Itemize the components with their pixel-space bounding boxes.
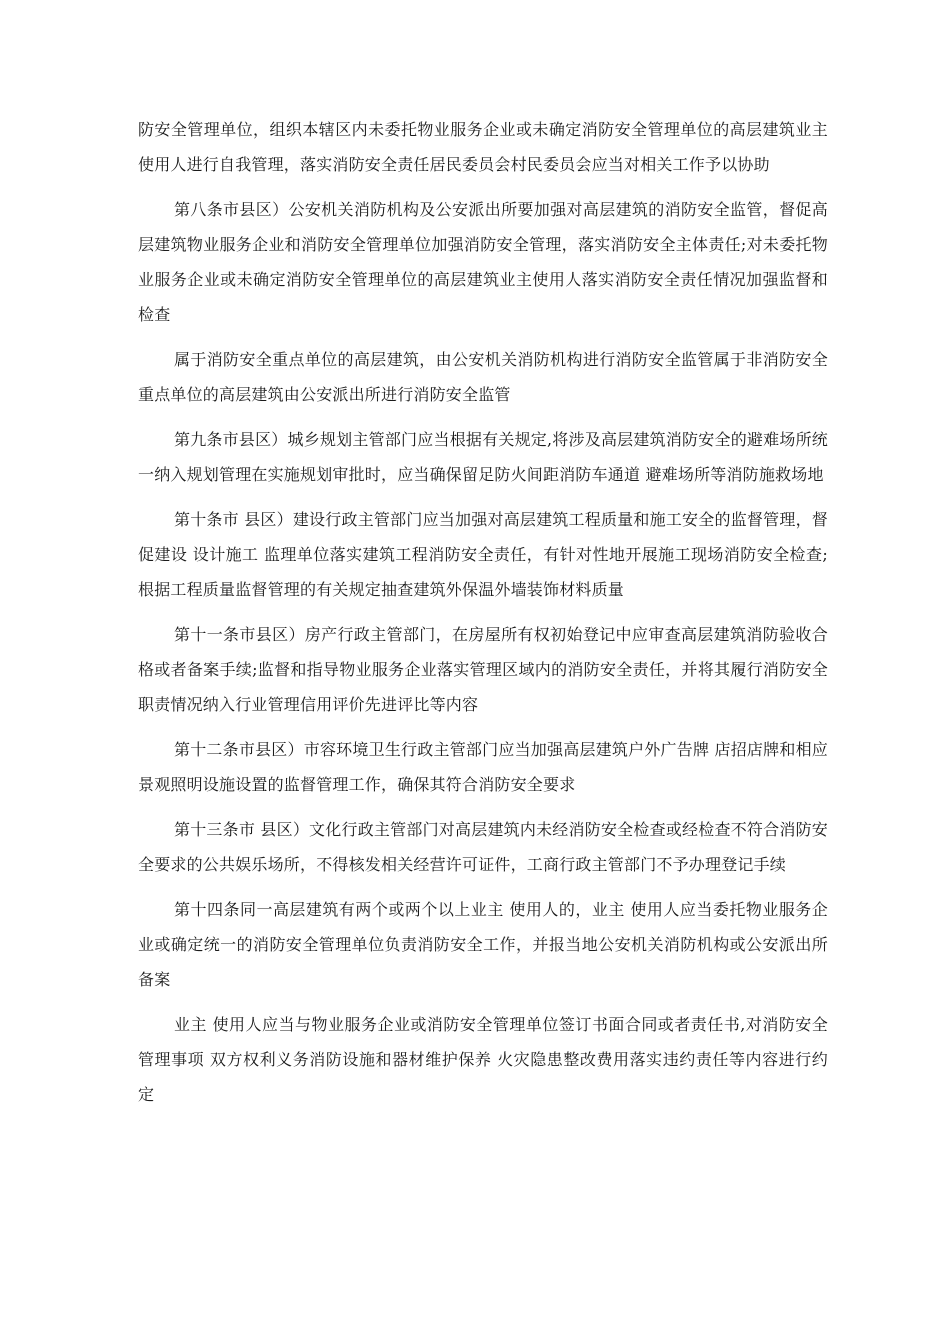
- paragraph-article-14-contract: 业主 使用人应当与物业服务企业或消防安全管理单位签订书面合同或者责任书,对消防安全管理事项 双方权利义务消防设施和器材维护保养 火灾隐患整改费用落实违约责任等内容进行约定: [138, 1015, 828, 1104]
- paragraph-article-14: 第十四条同一高层建筑有两个或两个以上业主 使用人的，业主 使用人应当委托物业服务企业或确定统一的消防安全管理单位负责消防安全工作，并报当地公安机关消防机构或公安派出所备案: [138, 900, 828, 989]
- document-body: [138, 112, 828, 1122]
- paragraph-article-11: 第十一条市县区）房产行政主管部门，在房屋所有权初始登记中应审查高层建筑消防验收合格或者备案手续;监督和指导物业服务企业落实管理区域内的消防安全责任，并将其履行消防安全职责情况纳入行业管理信用评价先进评比等内容: [138, 625, 828, 714]
- paragraph-article-8-supervision: 属于消防安全重点单位的高层建筑，由公安机关消防机构进行消防安全监管属于非消防安全重点单位的高层建筑由公安派出所进行消防安全监管: [138, 350, 828, 404]
- paragraph-article-9: 第九条市县区）城乡规划主管部门应当根据有关规定,将涉及高层建筑消防安全的避难场所统一纳入规划管理在实施规划审批时，应当确保留足防火间距消防车通道 避难场所等消防施救场地: [138, 430, 828, 484]
- paragraph-continuation: 防安全管理单位，组织本辖区内未委托物业服务企业或未确定消防安全管理单位的高层建筑业主使用人进行自我管理，落实消防安全责任居民委员会村民委员会应当对相关工作予以协助: [138, 120, 828, 174]
- paragraph-article-8: 第八条市县区）公安机关消防机构及公安派出所要加强对高层建筑的消防安全监管，督促高层建筑物业服务企业和消防安全管理单位加强消防安全管理，落实消防安全主体责任;对未委托物业服务企业或未确定消防安全管理单位的高层建筑业主使用人落实消防安全责任情况加强监督和检查: [138, 200, 828, 324]
- paragraph-article-10: 第十条市 县区）建设行政主管部门应当加强对高层建筑工程质量和施工安全的监督管理，督促建设 设计施工 监理单位落实建筑工程消防安全责任，有针对性地开展施工现场消防安全检查;根据工程质量监督管理的有关规定抽查建筑外保温外墙装饰材料质量: [138, 510, 828, 599]
- paragraph-article-13: 第十三条市 县区）文化行政主管部门对高层建筑内未经消防安全检查或经检查不符合消防安全要求的公共娱乐场所，不得核发相关经营许可证件，工商行政主管部门不予办理登记手续: [138, 820, 828, 874]
- paragraph-article-12: 第十二条市县区）市容环境卫生行政主管部门应当加强高层建筑户外广告牌 店招店牌和相应景观照明设施设置的监督管理工作，确保其符合消防安全要求: [138, 740, 828, 794]
